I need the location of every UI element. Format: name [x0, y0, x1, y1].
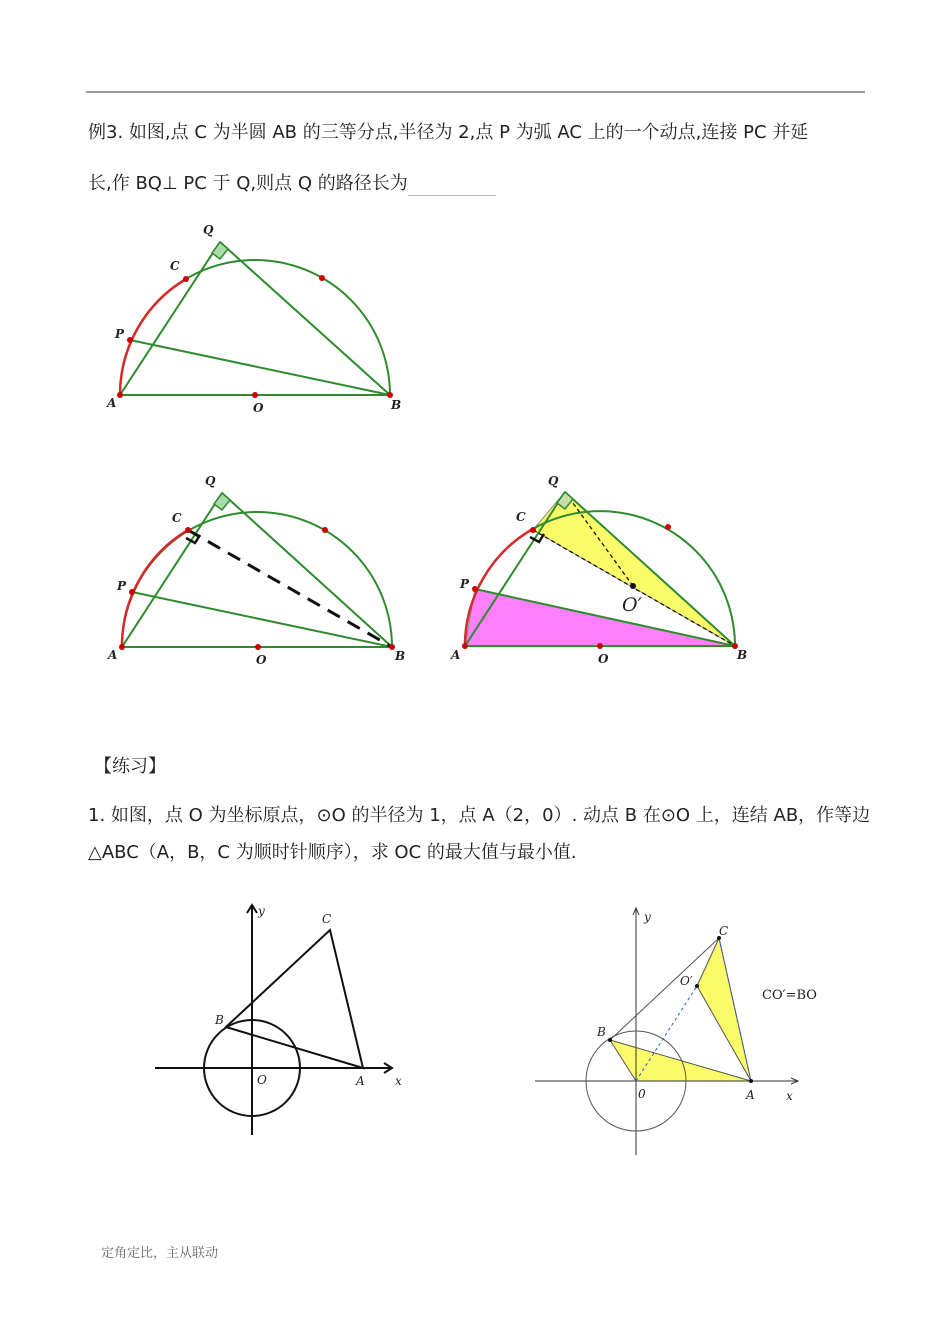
- label-a: A: [356, 1074, 365, 1088]
- label-o-prime: O′: [680, 974, 693, 988]
- label-q: Q: [203, 223, 214, 237]
- point-c: [530, 527, 536, 533]
- example-line-1: 例3. 如图,点 C 为半圆 AB 的三等分点,半径为 2,点 P 为弧 AC 上的一个动点,连接 PC 并延: [88, 122, 809, 143]
- label-a: A: [107, 396, 117, 410]
- label-o: O: [256, 653, 267, 667]
- label-a: A: [108, 648, 118, 662]
- point-o-prime: [695, 984, 699, 988]
- point-p: [127, 337, 133, 343]
- line-pb: [130, 340, 390, 395]
- semicircle-arc: [120, 260, 390, 395]
- arc-ac: [122, 530, 188, 647]
- label-c: C: [322, 912, 332, 926]
- note-co-prime-bo: CO′=BO: [762, 988, 817, 1003]
- line-qb: [222, 493, 392, 647]
- figure-coordinate-2: [530, 900, 830, 1160]
- arc-ac: [120, 279, 186, 395]
- line-qb: [220, 242, 390, 395]
- practice-heading: 【练习】: [94, 756, 166, 777]
- point-o: [252, 392, 258, 398]
- label-b: B: [737, 648, 748, 662]
- label-c: C: [170, 259, 180, 273]
- point-p: [129, 589, 135, 595]
- label-o: O: [598, 652, 609, 666]
- label-p: P: [460, 577, 470, 591]
- point-a: [117, 392, 123, 398]
- label-x: x: [786, 1089, 793, 1103]
- label-c: C: [172, 511, 182, 525]
- figure-semicircle-2: [100, 470, 410, 670]
- point-trisect: [319, 275, 325, 281]
- practice-line-1: 1. 如图，点 O 为坐标原点，⊙O 的半径为 1，点 A（2，0）. 动点 B 在⊙O 上，连结 AB，作等边: [88, 805, 871, 826]
- label-b: B: [597, 1025, 606, 1039]
- label-c: C: [719, 924, 729, 938]
- point-a: [462, 643, 468, 649]
- point-p: [472, 586, 478, 592]
- dashed-line-cb: [188, 530, 392, 647]
- example-line-2: [88, 172, 496, 196]
- label-o: 0: [638, 1087, 646, 1101]
- answer-blank: [408, 175, 496, 196]
- line-pb: [132, 592, 392, 647]
- label-y: y: [644, 910, 651, 924]
- point-b: [608, 1038, 612, 1042]
- label-o-prime: O′: [622, 594, 642, 616]
- label-q: Q: [205, 474, 216, 488]
- example-line-2-text: 长,作 BQ⊥ PC 于 Q,则点 Q 的路径长为: [88, 173, 408, 194]
- label-a: A: [451, 648, 461, 662]
- point-o-prime: [630, 583, 636, 589]
- point-c: [185, 527, 191, 533]
- header-rule: [86, 91, 865, 93]
- label-q: Q: [548, 474, 559, 488]
- label-c: C: [516, 510, 526, 524]
- triangle-abc: [226, 930, 363, 1068]
- label-b: B: [391, 398, 402, 412]
- point-trisect: [665, 524, 671, 530]
- figure-coordinate-1: [150, 895, 410, 1140]
- label-x: x: [395, 1074, 402, 1088]
- label-o: O: [257, 1073, 267, 1087]
- point-a: [749, 1079, 753, 1083]
- point-a: [119, 644, 125, 650]
- semicircle-arc: [122, 512, 392, 647]
- practice-line-2: △ABC（A，B，C 为顺时针顺序），求 OC 的最大值与最小值.: [88, 842, 577, 863]
- figure-semicircle-3: [445, 465, 755, 670]
- point-o: [597, 643, 603, 649]
- right-angle-marker-q: [214, 493, 230, 510]
- label-y: y: [258, 904, 265, 918]
- label-p: P: [117, 579, 127, 593]
- point-c: [183, 276, 189, 282]
- label-b: B: [395, 649, 406, 663]
- point-trisect: [322, 527, 328, 533]
- label-o: O: [253, 401, 264, 415]
- label-p: P: [115, 327, 125, 341]
- label-b: B: [215, 1013, 224, 1027]
- right-angle-marker: [212, 242, 228, 259]
- figure-semicircle-1: [100, 215, 410, 420]
- label-a: A: [746, 1088, 755, 1102]
- footer-note: 定角定比，主从联动: [101, 1246, 219, 1261]
- point-o: [255, 644, 261, 650]
